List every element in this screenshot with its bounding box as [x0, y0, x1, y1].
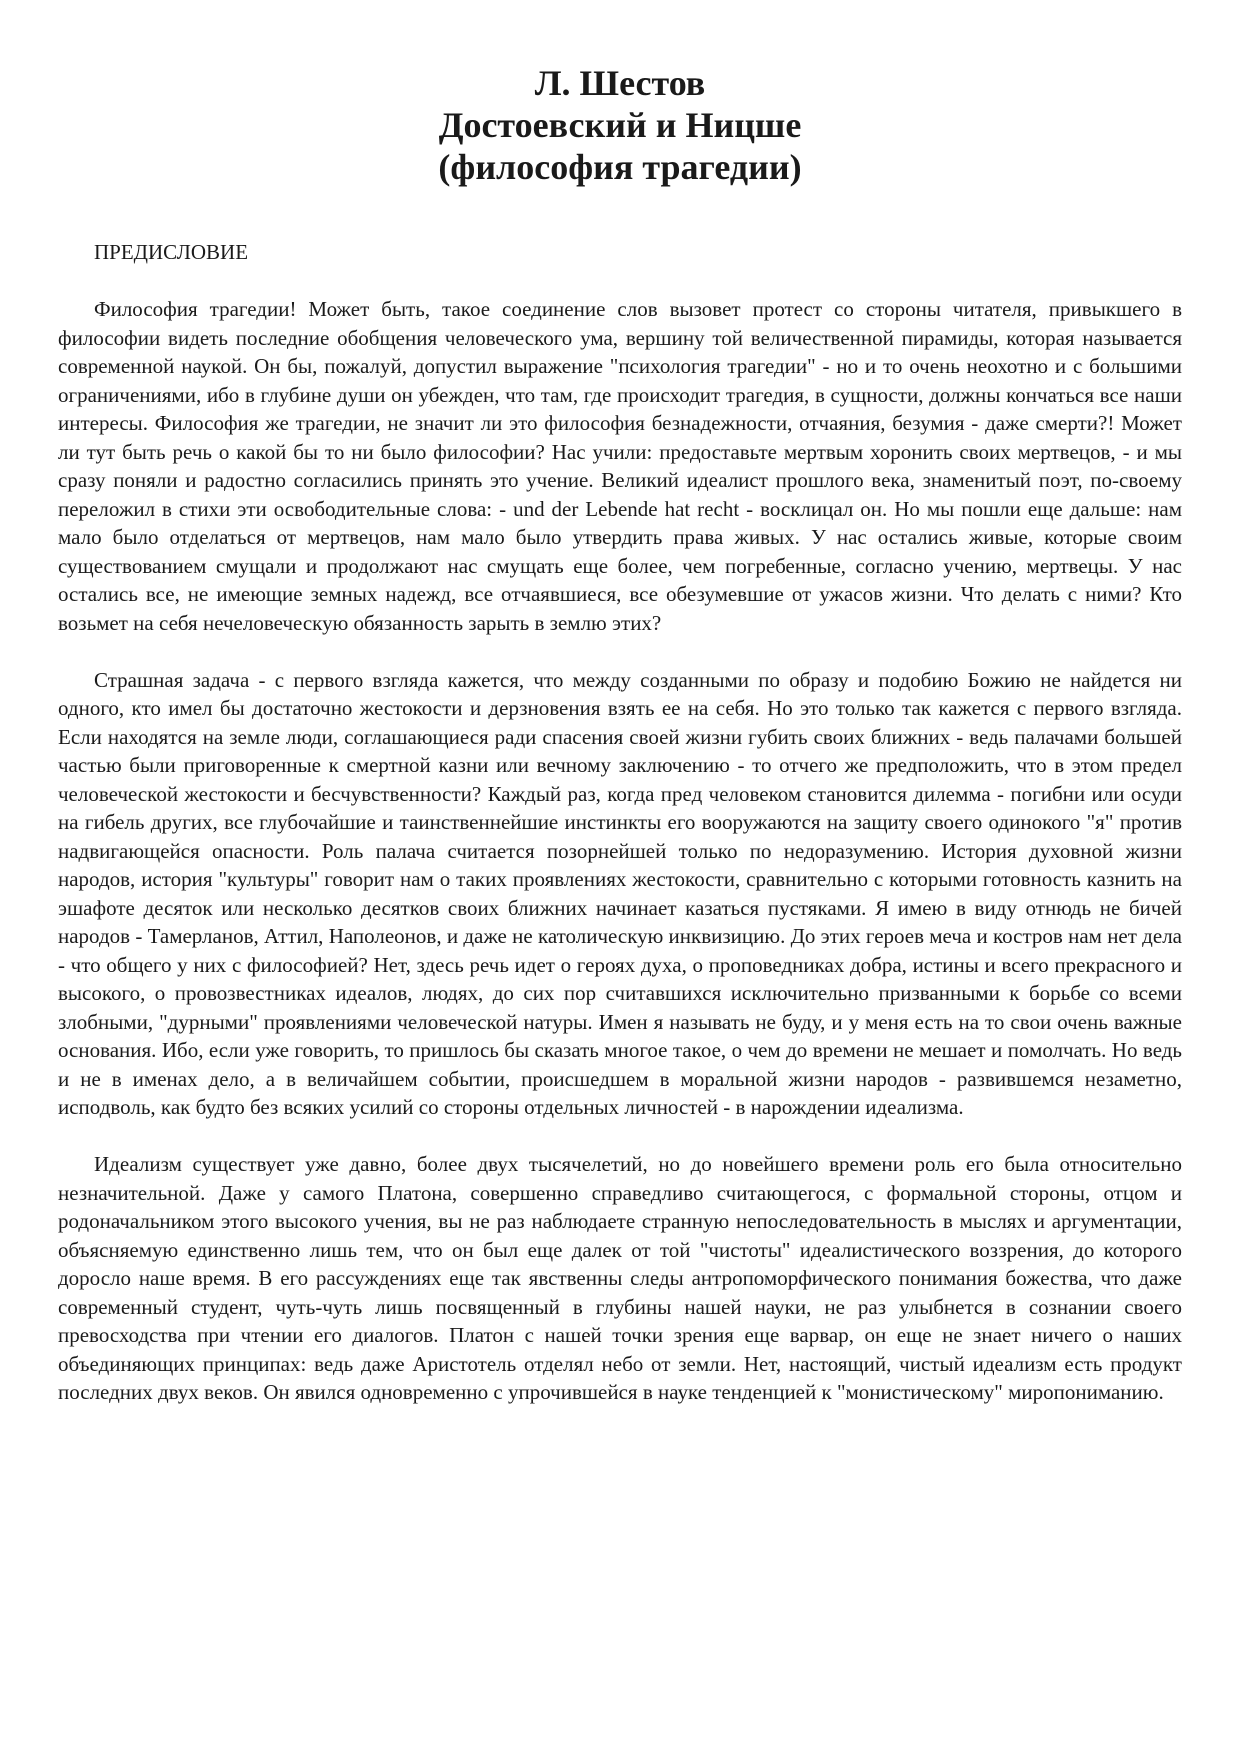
book-subtitle: (философия трагедии)	[438, 147, 802, 187]
document-page	[58, 62, 1182, 1435]
paragraph-2: Страшная задача - с первого взгляда кажется, что между созданными по образу и подобию Божию не найдется ни одного, кто имел бы достаточно жестокости и дерзновения взять ее на себя. Но это только так кажется с первого взгляда. Если находятся на земле люди, соглашающиеся ради спасения своей жизни губить своих ближних - ведь палачами большей частью были приговоренные к смертной казни или вечному заключению - то отчего же предположить, что в этом предел человеческой жестокости и бесчувственности? Каждый раз, когда пред человеком становится дилемма - погибни или осуди на гибель других, все глубочайшие и таинственнейшие инстинкты его вооружаются на защиту своего одинокого "я" против надвигающейся опасности. Роль палача считается позорнейшей только по недоразумению. История духовной жизни народов, история "культуры" говорит нам о таких проявлениях жестокости, сравнительно с которыми готовность казнить на эшафоте десяток или несколько десятков своих ближних начинает казаться пустяками. Я имею в виду отнюдь не бичей народов - Тамерланов, Аттил, Наполеонов, и даже не католическую инквизицию. До этих героев меча и костров нам нет дела - что общего у них с философией? Нет, здесь речь идет о героях духа, о проповедниках добра, истины и всего прекрасного и высокого, о провозвестниках идеалов, людях, до сих пор считавшихся исключительно призванными к борьбе со всеми злобными, "дурными" проявлениями человеческой натуры. Имен я называть не буду, и у меня есть на то свои очень важные основания. Ибо, если уже говорить, то пришлось бы сказать многое такое, о чем до времени не мешает и помолчать. Но ведь и не в именах дело, а в величайшем событии, происшедшем в моральной жизни народов - развившемся незаметно, исподволь, как будто без всяких усилий со стороны отдельных личностей - в нарождении идеализма.	[58, 667, 1182, 1119]
section-heading: ПРЕДИСЛОВИЕ	[94, 240, 249, 264]
author-name: Л. Шестов	[534, 63, 706, 103]
paragraph-3: Идеализм существует уже давно, более двух тысячелетий, но до новейшего времени роль его была относительно незначительной. Даже у самого Платона, совершенно справедливо считающегося, с формальной стороны, отцом и родоначальником этого высокого учения, вы не раз наблюдаете странную непоследовательность в мыслях и аргументации, объясняемую единственно лишь тем, что он был еще далек от той "чистоты" идеалистического воззрения, до которого доросло наше время. В его рассуждениях еще так явственны следы антропоморфического понимания божества, что даже современный студент, чуть-чуть лишь посвященный в глубины нашей науки, не раз улыбнется в сознании своего превосходства при чтении его диалогов. Платон с нашей точки зрения еще варвар, он еще не знает ничего о наших объединяющих принципах: ведь даже Аристотель отделял небо от земли. Нет, настоящий, чистый идеализм есть продукт последних двух веков. Он явился одновременно с упрочившейся в науке тенденцией к "монистическому" миропониманию.	[58, 1152, 1182, 1404]
title-block	[58, 62, 1182, 188]
book-title: Достоевский и Ницше	[438, 105, 802, 145]
paragraph-1: Философия трагедии! Может быть, такое соединение слов вызовет протест со стороны читателя, привыкшего в философии видеть последние обобщения человеческого ума, вершину той величественной пирамиды, которая называется современной наукой. Он бы, пожалуй, допустил выражение "психология трагедии" - но и то очень неохотно и с большими ограничениями, ибо в глубине души он убежден, что там, где происходит трагедия, в сущности, должны кончаться все наши интересы. Философия же трагедии, не значит ли это философия безнадежности, отчаяния, безумия - даже смерти?! Может ли тут быть речь о какой бы то ни было философии? Нас учили: предоставьте мертвым хоронить своих мертвецов, - и мы сразу поняли и радостно согласились принять это учение. Великий идеалист прошлого века, знаменитый поэт, по-своему переложил в стихи эти освободительные слова: - und der Lebende hat recht - восклицал он. Но мы пошли еще дальше: нам мало было отделаться от мертвецов, нам мало было утвердить права живых. У нас остались живые, которые своим существованием смущали и продолжают нас смущать еще более, чем погребенные, согласно учению, мертвецы. У нас остались все, не имеющие земных надежд, все отчаявшиеся, все обезумевшие от ужасов жизни. Что делать с ними? Кто возьмет на себя нечеловеческую обязанность зарыть в землю этих?	[58, 297, 1182, 635]
